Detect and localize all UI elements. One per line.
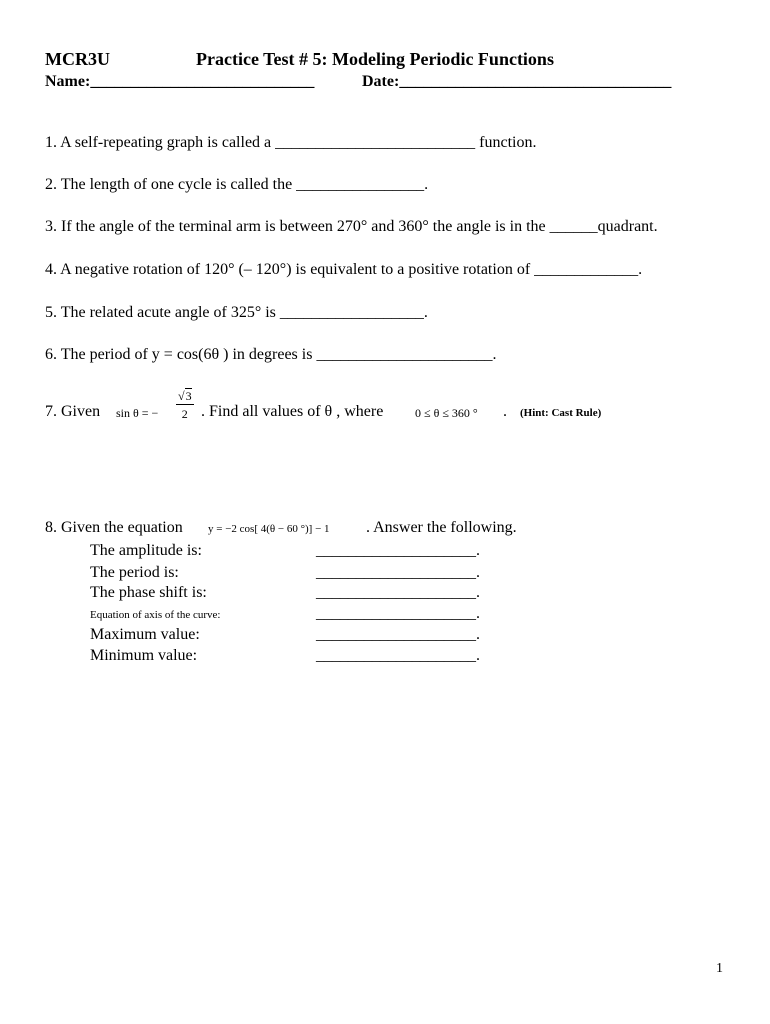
amplitude-blank[interactable]: ____________________. <box>316 542 480 559</box>
question-7-denominator: 2 <box>181 407 188 421</box>
question-1: 1. A self-repeating graph is called a _________________________ function. <box>45 134 537 151</box>
course-code: MCR3U <box>45 49 110 69</box>
amplitude-label: The amplitude is: <box>90 542 202 559</box>
question-2: 2. The length of one cycle is called the ________________. <box>45 176 429 193</box>
question-8-prefix: 8. Given the equation <box>45 519 183 536</box>
name-field[interactable]: Name:____________________________ <box>45 73 315 90</box>
minimum-label: Minimum value: <box>90 647 198 664</box>
question-8-suffix: . Answer the following. <box>366 519 517 536</box>
phase-shift-blank[interactable]: ____________________. <box>316 584 480 601</box>
page-title: Practice Test # 5: Modeling Periodic Functions <box>196 49 554 69</box>
maximum-label: Maximum value: <box>90 626 200 643</box>
question-7-end: . <box>503 403 507 420</box>
axis-equation-blank[interactable]: ____________________. <box>316 605 480 622</box>
question-4: 4. A negative rotation of 120° (– 120°) is equivalent to a positive rotation of _____________. <box>45 261 643 278</box>
period-blank[interactable]: ____________________. <box>316 564 480 581</box>
question-7-range: 0 ≤ θ ≤ 360 ° <box>415 406 478 420</box>
question-7-hint: (Hint: Cast Rule) <box>520 407 602 419</box>
sqrt-symbol: √ <box>178 389 185 403</box>
period-label: The period is: <box>90 564 179 581</box>
maximum-blank[interactable]: ____________________. <box>316 626 480 643</box>
question-3: 3. If the angle of the terminal arm is between 270° and 360° the angle is in the ______quadrant. <box>45 218 658 235</box>
question-7-fraction <box>176 389 194 422</box>
page-number: 1 <box>716 961 723 976</box>
question-7-lhs: sin θ = − <box>116 406 159 420</box>
axis-equation-label: Equation of axis of the curve: <box>90 609 221 621</box>
minimum-blank[interactable]: ____________________. <box>316 647 480 664</box>
question-8-equation: y = −2 cos[ 4(θ − 60 °)] − 1 <box>208 523 330 535</box>
question-5: 5. The related acute angle of 325° is __________________. <box>45 304 428 321</box>
date-field[interactable]: Date:__________________________________ <box>362 73 672 90</box>
question-7-prefix: 7. Given <box>45 403 101 420</box>
question-7-mid: . Find all values of θ , where <box>201 403 384 420</box>
question-7-numerator: 3 <box>185 389 192 403</box>
phase-shift-label: The phase shift is: <box>90 584 207 601</box>
question-6: 6. The period of y = cos(6θ ) in degrees is ______________________. <box>45 346 497 363</box>
